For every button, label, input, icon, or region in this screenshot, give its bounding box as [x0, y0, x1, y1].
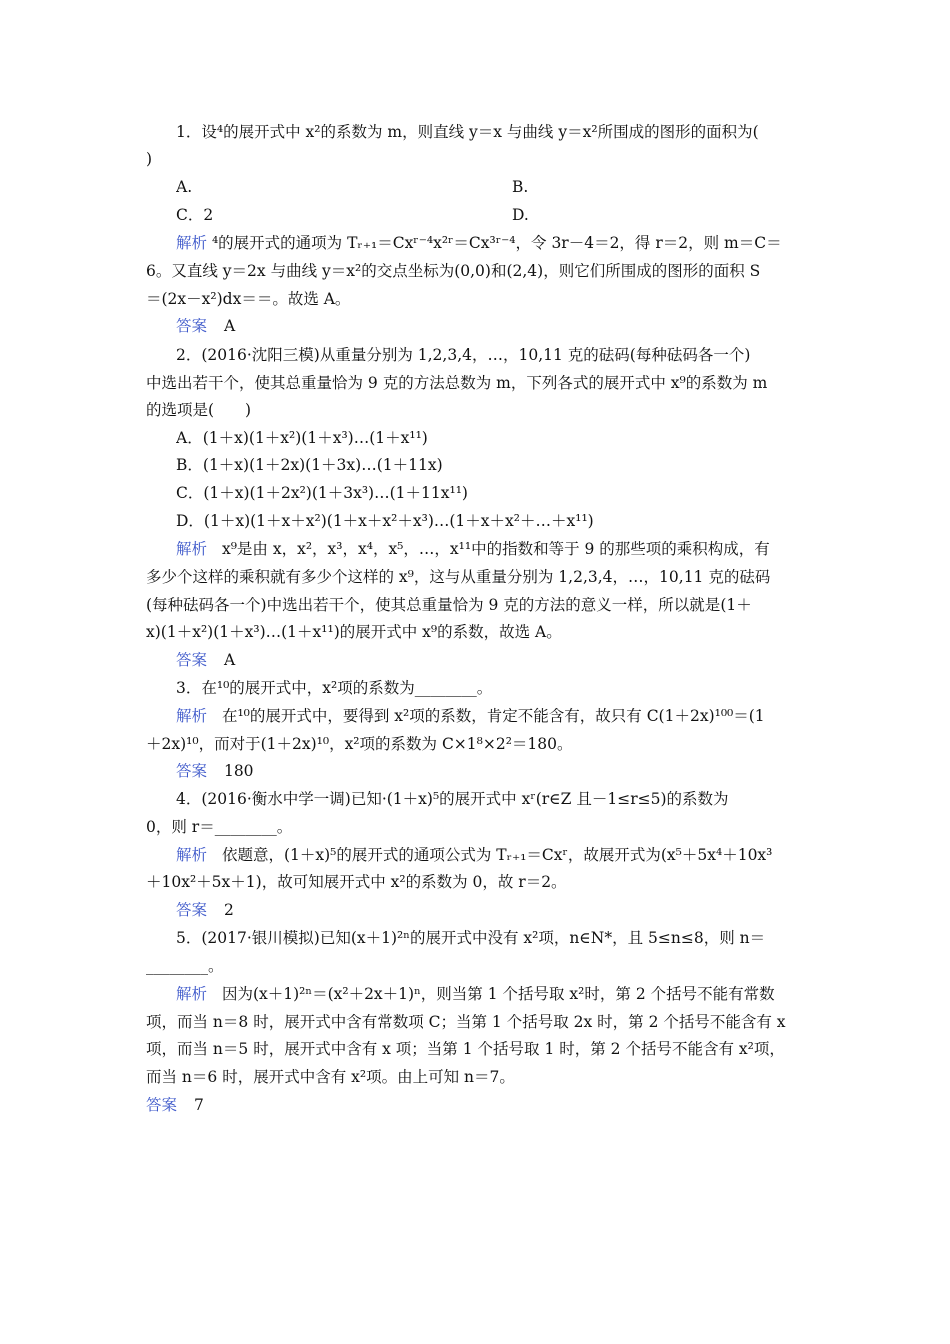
answer-label: 答案: [176, 317, 208, 335]
analysis-label: 解析: [176, 234, 208, 252]
answer-label: 答案: [176, 651, 208, 669]
q2-analysis-line2: 多少个这样的乘积就有多少个这样的 x⁹，这与从重量分别为 1,2,3,4，…，10,11 克的砝码: [146, 568, 771, 586]
q3-analysis-line2: ＋2x)¹⁰，而对于(1＋2x)¹⁰，x²项的系数为 C×1⁸×2²＝180。: [146, 735, 573, 753]
q2-option-a: A．(1＋x)(1＋x²)(1＋x³)…(1＋x¹¹): [176, 429, 428, 447]
q1-analysis-line1: [176, 230, 808, 257]
q1-analysis-line2: 6。又直线 y＝2x 与曲线 y＝x²的交点坐标为(0,0)和(2,4)，则它们所围成的图形的面积 S: [146, 262, 761, 280]
q1-option-d: D.: [512, 206, 529, 224]
q2-analysis-line1: [176, 536, 808, 563]
q2-option-d: D．(1＋x)(1＋x＋x²)(1＋x＋x²＋x³)…(1＋x＋x²＋…＋x¹¹): [176, 512, 594, 530]
q4-analysis-line1: [176, 842, 808, 869]
answer-value: 7: [193, 1096, 204, 1114]
q2-stem-cont: 中选出若干个，使其总重量恰为 9 克的方法总数为 m，下列各式的展开式中 x⁹的系数为 m: [146, 374, 768, 392]
q1-stem-cont: ): [146, 150, 153, 168]
answer-label: 答案: [146, 1096, 178, 1114]
answer-label: 答案: [176, 901, 208, 919]
answer-value: 180: [223, 762, 254, 780]
q1-analysis-line3: ＝(2x－x²)dx＝＝。故选 A。: [146, 290, 351, 308]
q2-stem: 2．(2016·沈阳三模)从重量分别为 1,2,3,4，…，10,11 克的砝码(每种砝码各一个): [176, 346, 751, 364]
analysis-label: 解析: [176, 846, 208, 864]
analysis-label: 解析: [176, 707, 208, 725]
analysis-label: 解析: [176, 985, 208, 1003]
q2-stem-cont2: 的选项是( ): [146, 401, 252, 419]
q1-options-row2: [176, 202, 808, 229]
q1-answer: [176, 313, 808, 340]
q2-option-b: B．(1＋x)(1＋2x)(1＋3x)…(1＋11x): [176, 456, 443, 474]
q2-analysis-line4: x)(1＋x²)(1＋x³)…(1＋x¹¹)的展开式中 x⁹的系数，故选 A。: [146, 623, 562, 641]
q3-analysis-text: 在¹⁰的展开式中，要得到 x²项的系数，肯定不能含有，故只有 C(1＋2x)¹⁰⁰＝(1: [221, 707, 765, 725]
q4-answer: [176, 897, 808, 924]
q3-stem: 3．在¹⁰的展开式中，x²项的系数为________。: [176, 679, 493, 697]
q5-answer: [146, 1092, 808, 1119]
q2-analysis-text: x⁹是由 x，x²，x³，x⁴，x⁵，…，x¹¹中的指数和等于 9 的那些项的乘积构成，有: [221, 540, 770, 558]
answer-value: A: [223, 317, 236, 335]
q5-stem: 5．(2017·银川模拟)已知(x＋1)²ⁿ的展开式中没有 x²项，n∈N*，且 5≤n≤8，则 n＝: [176, 929, 766, 947]
q3-analysis-line1: [176, 703, 808, 730]
q1-stem: 1．设⁴的展开式中 x²的系数为 m，则直线 y＝x 与曲线 y＝x²所围成的图形的面积为(: [176, 123, 759, 141]
q2-option-c: C．(1＋x)(1＋2x²)(1＋3x³)…(1＋11x¹¹): [176, 484, 468, 502]
q1-analysis-text: ⁴的展开式的通项为 Tᵣ₊₁＝Cxʳ⁻⁴x²ʳ＝Cx³ʳ⁻⁴，令 3r－4＝2，得 r＝2，则 m＝C＝: [211, 234, 782, 252]
q1-option-b: B.: [512, 178, 529, 196]
q4-analysis-line2: ＋10x²＋5x＋1)，故可知展开式中 x²的系数为 0，故 r＝2。: [146, 873, 567, 891]
q2-analysis-line3: (每种砝码各一个)中选出若干个，使其总重量恰为 9 克的方法的意义一样，所以就是(1＋: [146, 596, 752, 614]
answer-label: 答案: [176, 762, 208, 780]
q4-stem: 4．(2016·衡水中学一调)已知·(1＋x)⁵的展开式中 xʳ(r∈Z 且－1≤r≤5)的系数为: [176, 790, 729, 808]
q4-stem-cont: 0，则 r＝________。: [146, 818, 293, 836]
q1-options-row1: [176, 174, 808, 201]
q1-option-c: C．2: [176, 206, 214, 224]
answer-value: 2: [223, 901, 234, 919]
q5-analysis-line1: [176, 981, 808, 1008]
analysis-label: 解析: [176, 540, 208, 558]
q5-analysis-text: 因为(x＋1)²ⁿ＝(x²＋2x＋1)ⁿ，则当第 1 个括号取 x²时，第 2 个括号不能有常数: [221, 985, 775, 1003]
q5-analysis-line3: 项，而当 n＝5 时，展开式中含有 x 项；当第 1 个括号取 1 时，第 2 个括号不能含有 x²项，: [146, 1040, 785, 1058]
q4-analysis-text: 依题意，(1＋x)⁵的展开式的通项公式为 Tᵣ₊₁＝Cxʳ，故展开式为(x⁵＋5x⁴＋10x³: [221, 846, 773, 864]
q5-analysis-line4: 而当 n＝6 时，展开式中含有 x²项。由上可知 n＝7。: [146, 1068, 515, 1086]
q5-analysis-line2: 项，而当 n＝8 时，展开式中含有常数项 C；当第 1 个括号取 2x 时，第 2 个括号不能含有 x: [146, 1013, 786, 1031]
answer-value: A: [223, 651, 236, 669]
q5-stem-cont: ________。: [146, 957, 224, 975]
q3-answer: [176, 758, 808, 785]
q2-answer: [176, 647, 808, 674]
q1-option-a: A.: [176, 178, 193, 196]
